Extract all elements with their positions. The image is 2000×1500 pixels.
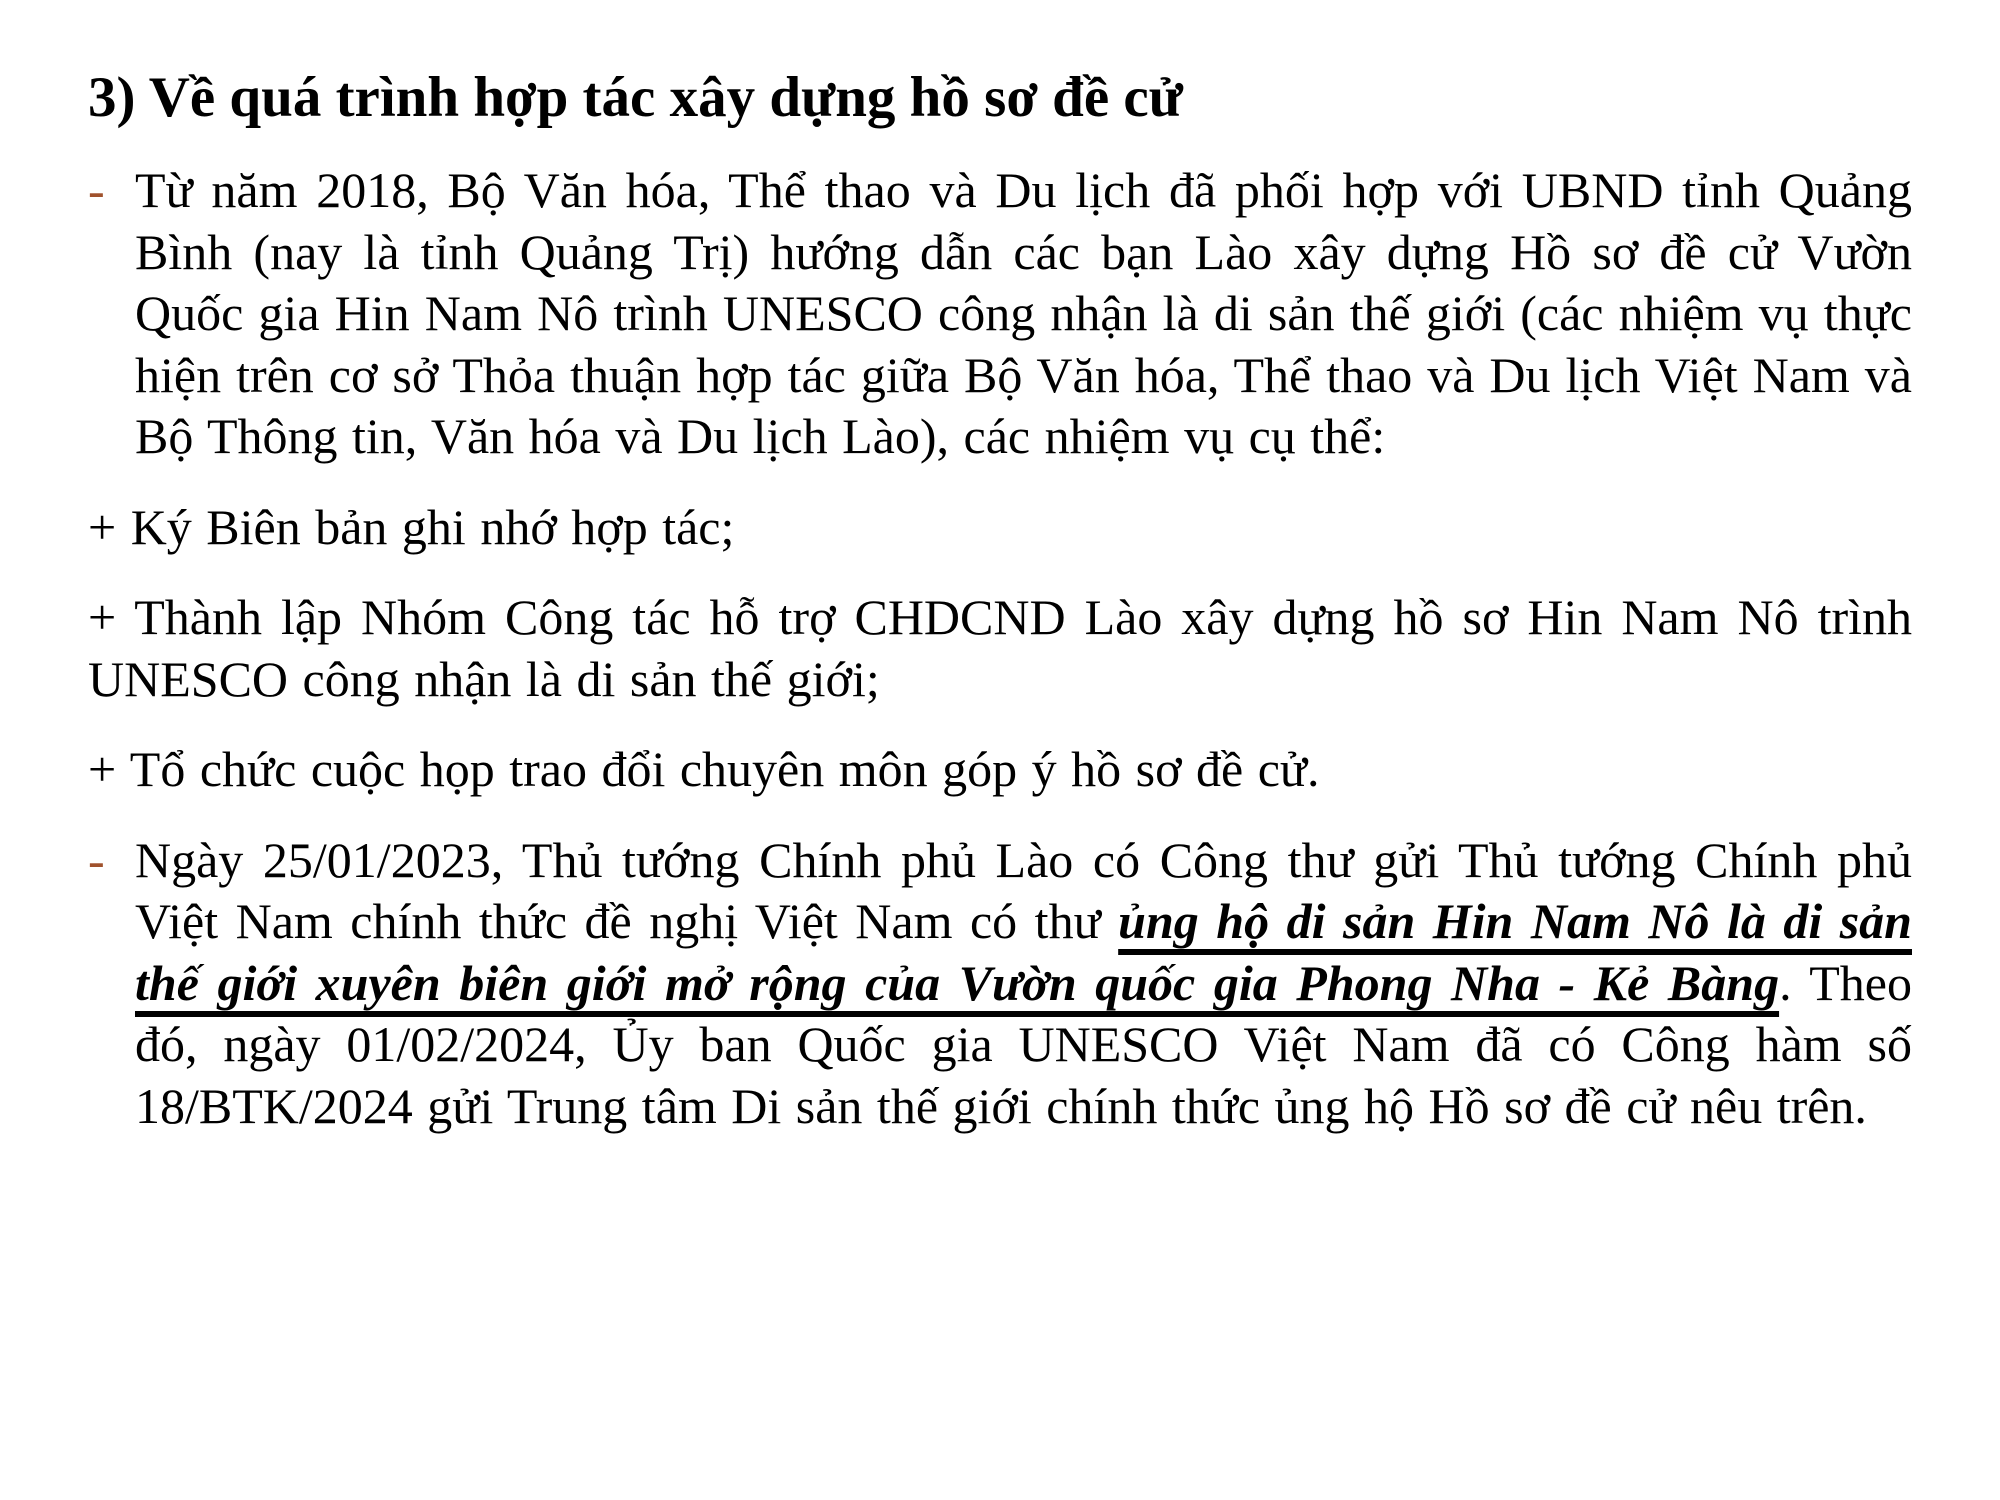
- section-title: 3) Về quá trình hợp tác xây dựng hồ sơ đề cử: [88, 66, 1183, 129]
- plus-item-working-group: + Thành lập Nhóm Công tác hỗ trợ CHDCND Lào xây dựng hồ sơ Hin Nam Nô trình UNESCO công nhận là di sản thế giới;: [88, 589, 1912, 707]
- plus-item-memorandum: + Ký Biên bản ghi nhớ hợp tác;: [88, 498, 735, 555]
- official-letter-text-lead: Ngày 25/01/2023, Thủ tướng Chính phủ Lào có Công thư gửi Thủ tướng Chính phủ Việt Nam chính thức đề nghị Việt Nam có thư: [135, 831, 1912, 949]
- dash-bullet-marker: -: [88, 162, 105, 218]
- dash-bullet-cooperation: [88, 160, 1912, 468]
- dash-bullet-marker: -: [88, 831, 105, 888]
- dash-bullet-official-letter: [88, 830, 1912, 1138]
- dash-bullet-cooperation-text: Từ năm 2018, Bộ Văn hóa, Thể thao và Du lịch đã phối hợp với UBND tỉnh Quảng Bình (nay là tỉnh Quảng Trị) hướng dẫn các bạn Lào xây dựng Hồ sơ đề cử Vườn Quốc gia Hin Nam Nô trình UNESCO công nhận là di sản thế giới (các nhiệm vụ thực hiện trên cơ sở Thỏa thuận hợp tác giữa Bộ Văn hóa, Thể thao và Du lịch Việt Nam và Bộ Thông tin, Văn hóa và Du lịch Lào), các nhiệm vụ cụ thể:: [135, 162, 1912, 464]
- official-letter-text-tail: . Theo đó, ngày 01/02/2024, Ủy ban Quốc gia UNESCO Việt Nam đã có Công hàm số 18/BTK/2024 gửi Trung tâm Di sản thế giới chính thức ủng hộ Hồ sơ đề cử nêu trên.: [135, 954, 1912, 1134]
- plus-item-expert-meeting: + Tổ chức cuộc họp trao đổi chuyên môn góp ý hồ sơ đề cử.: [88, 741, 1320, 797]
- official-letter-text-emphasis: ủng hộ di sản Hin Nam Nô là di sản thế giới xuyên biên giới mở rộng của Vườn quốc gia Phong Nha - Kẻ Bàng: [135, 893, 1912, 1011]
